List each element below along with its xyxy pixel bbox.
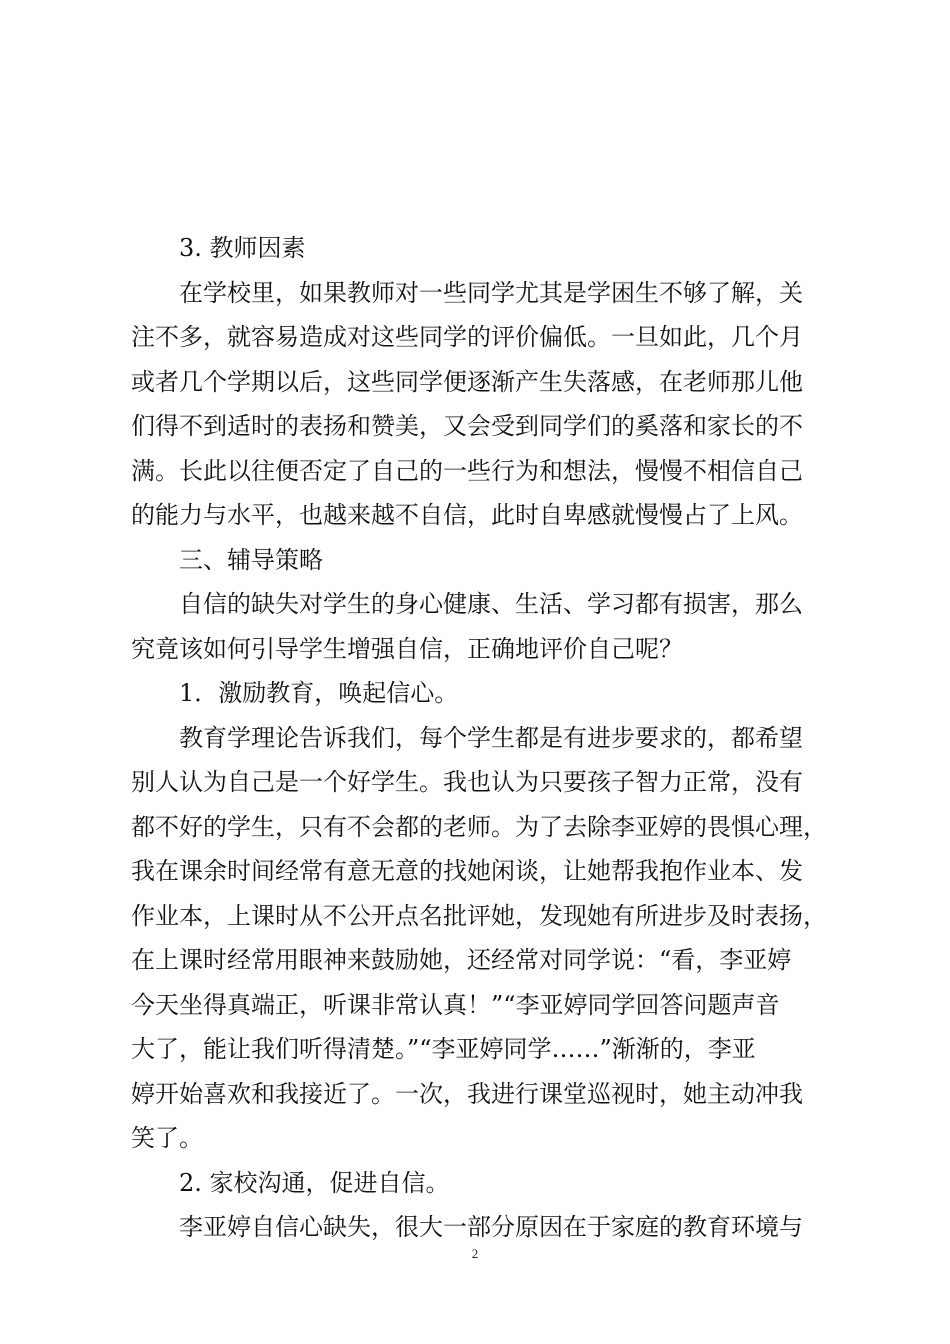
body-text [131, 226, 831, 1250]
paragraph-line: 别人认为自己是一个好学生。我也认为只要孩子智力正常，没有 [131, 768, 803, 796]
paragraph-line: 今天坐得真端正，听课非常认真！”“李亚婷同学回答问题声音 [131, 990, 780, 1019]
paragraph-line: 我在课余时间经常有意无意的找她闲谈，让她帮我抱作业本、发 [131, 857, 803, 885]
paragraph-line: 李亚婷自信心缺失，很大一部分原因在于家庭的教育环境与 [179, 1213, 803, 1241]
paragraph-line: 满。长此以往便否定了自己的一些行为和想法，慢慢不相信自己 [131, 456, 803, 485]
paragraph-line: 大了，能让我们听得清楚。”“李亚婷同学……”渐渐的，李亚 [131, 1035, 756, 1063]
paragraph-line: 作业本，上课时从不公开点名批评她，发现她有所进步及时表扬， [131, 901, 827, 930]
section-heading: 3. 教师因素 [179, 234, 306, 262]
paragraph-line: 或者几个学期以后，这些同学便逐渐产生失落感，在老师那儿他 [131, 367, 803, 396]
paragraph-line: 笑了。 [131, 1124, 203, 1152]
section-heading: 2. 家校沟通，促进自信。 [179, 1168, 450, 1197]
section-heading: 1．激励教育，唤起信心。 [179, 679, 459, 707]
paragraph-line: 自信的缺失对学生的身心健康、生活、学习都有损害，那么 [179, 590, 803, 618]
paragraph-line: 注不多，就容易造成对这些同学的评价偏低。一旦如此，几个月 [131, 323, 803, 351]
section-heading: 三、辅导策略 [179, 545, 323, 574]
paragraph-line: 究竟该如何引导学生增强自信，正确地评价自己呢？ [131, 634, 683, 663]
paragraph-line: 们得不到适时的表扬和赞美，又会受到同学们的奚落和家长的不 [131, 412, 803, 440]
paragraph-line: 婷开始喜欢和我接近了。一次，我进行课堂巡视时，她主动冲我 [131, 1079, 803, 1108]
paragraph-line: 的能力与水平，也越来越不自信，此时自卑感就慢慢占了上风。 [131, 501, 803, 529]
paragraph-line: 都不好的学生，只有不会都的老师。为了去除李亚婷的畏惧心理， [131, 812, 827, 841]
paragraph-line: 在学校里，如果教师对一些同学尤其是学困生不够了解，关 [179, 278, 803, 307]
paragraph-line: 教育学理论告诉我们，每个学生都是有进步要求的，都希望 [179, 723, 803, 752]
page-number: 2 [471, 1246, 479, 1261]
paragraph-line: 在上课时经常用眼神来鼓励她，还经常对同学说：“看，李亚婷 [131, 946, 792, 974]
